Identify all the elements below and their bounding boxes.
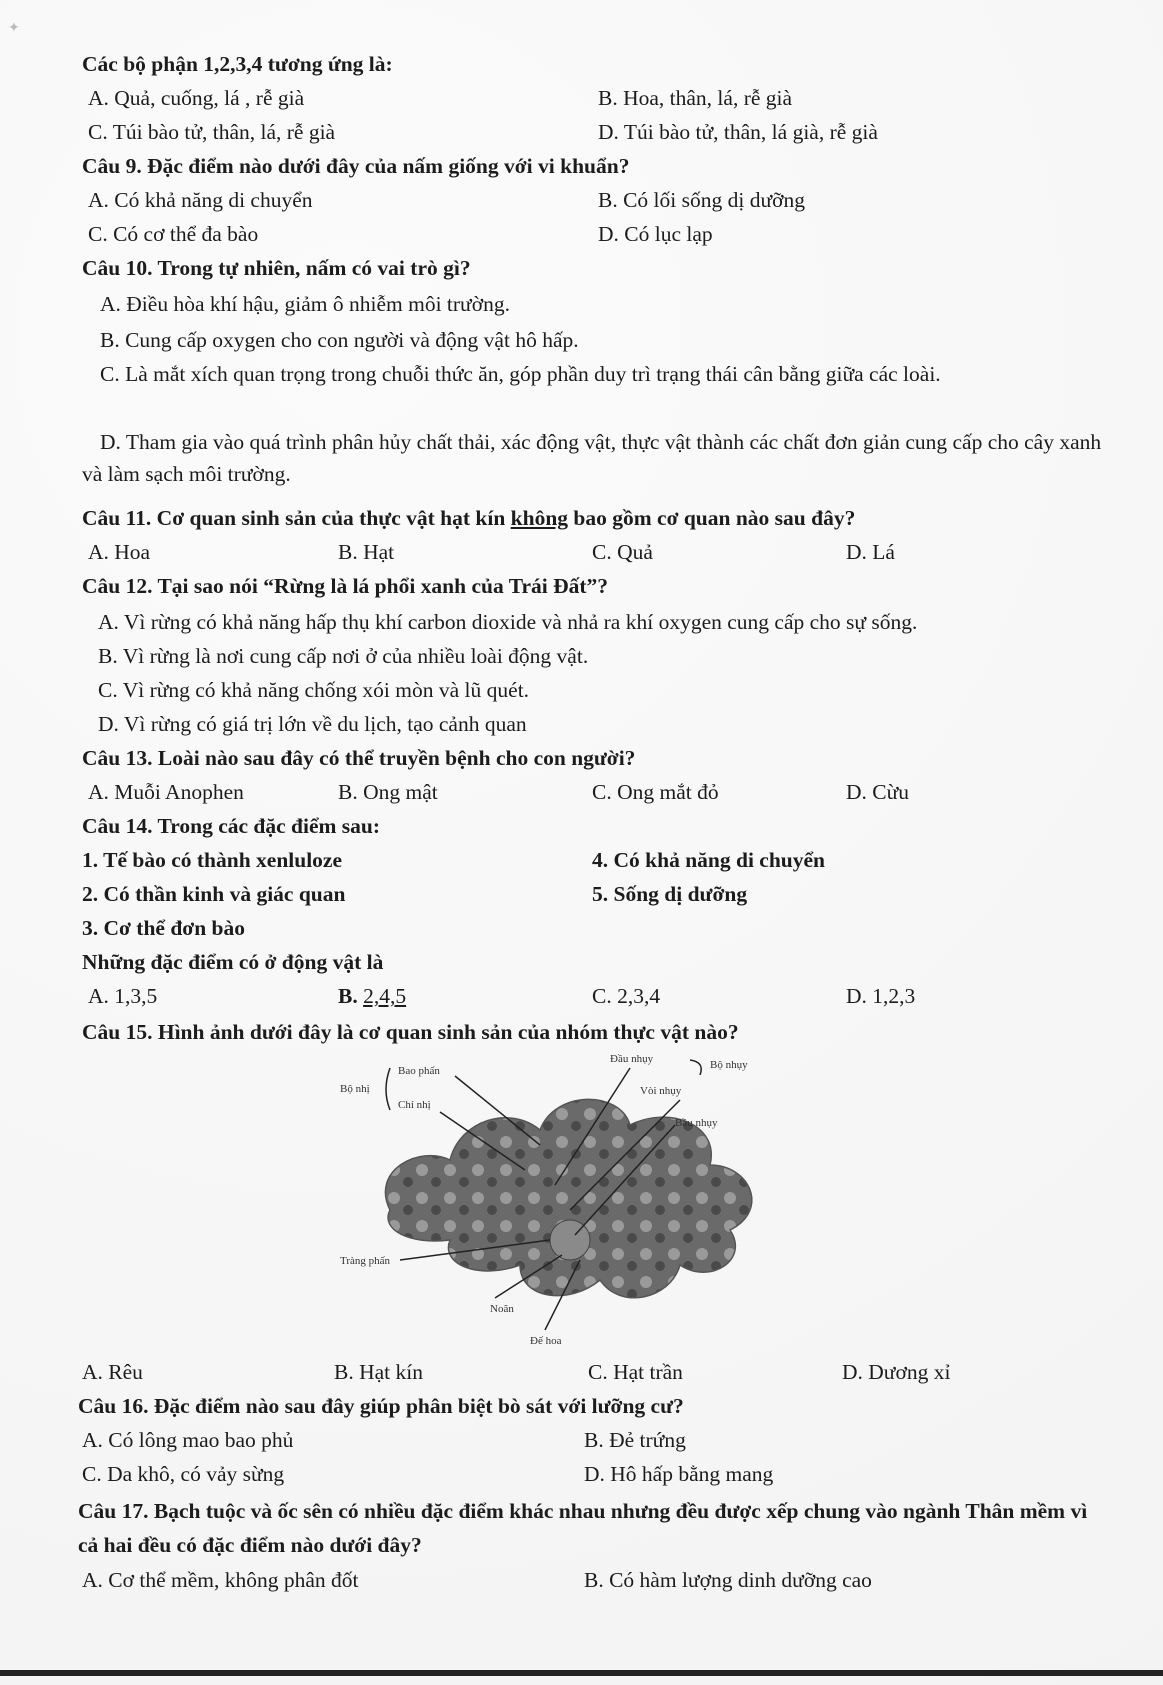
q11-stem-negation: không bbox=[510, 506, 569, 530]
q8-stem: Các bộ phận 1,2,3,4 tương ứng là: bbox=[82, 52, 393, 76]
q8-option-b[interactable]: B. Hoa, thân, lá, rễ già bbox=[598, 86, 793, 110]
q12-option-a[interactable]: A. Vì rừng có khả năng hấp thụ khí carbon dioxide và nhả ra khí oxygen cung cấp cho sự sống. bbox=[98, 610, 918, 634]
q10-option-d[interactable]: D. Tham gia vào quá trình phân hủy chất thải, xác động vật, thực vật thành các chất đơn giản cung cấp cho cây xanh và làm sạch môi trường. bbox=[82, 430, 1102, 486]
q15-option-a[interactable]: A. Rêu bbox=[82, 1360, 143, 1384]
q10-option-c[interactable]: C. Là mắt xích quan trọng trong chuỗi thức ăn, góp phần duy trì trạng thái cân bằng giữa các loài. bbox=[100, 362, 941, 386]
q11-option-a[interactable]: A. Hoa bbox=[88, 540, 151, 564]
q14-feature-3: 3. Cơ thể đơn bào bbox=[82, 916, 245, 940]
q16-option-c[interactable]: C. Da khô, có vảy sừng bbox=[82, 1462, 285, 1486]
q16-stem: Câu 16. Đặc điểm nào sau đây giúp phân biệt bò sát với lưỡng cư? bbox=[78, 1394, 684, 1418]
page-bottom-edge bbox=[0, 1670, 1163, 1676]
q9-stem: Câu 9. Đặc điểm nào dưới đây của nấm giống với vi khuẩn? bbox=[82, 154, 630, 178]
q14-option-b-letter: B. bbox=[338, 984, 364, 1008]
label-noan: Noãn bbox=[490, 1303, 514, 1315]
q16-option-b[interactable]: B. Đẻ trứng bbox=[584, 1428, 686, 1452]
label-trang-phan: Tràng phấn bbox=[340, 1255, 391, 1267]
q9-option-c[interactable]: C. Có cơ thể đa bào bbox=[88, 222, 259, 246]
q14-option-c[interactable]: C. 2,3,4 bbox=[592, 984, 661, 1008]
q12-stem: Câu 12. Tại sao nói “Rừng là lá phổi xanh của Trái Đất”? bbox=[82, 574, 609, 598]
q15-option-d[interactable]: D. Dương xỉ bbox=[842, 1360, 951, 1384]
q8-option-c[interactable]: C. Túi bào tử, thân, lá, rễ già bbox=[88, 120, 336, 144]
q9-option-b[interactable]: B. Có lối sống dị dưỡng bbox=[598, 188, 805, 212]
q8-option-d[interactable]: D. Túi bào tử, thân, lá già, rễ già bbox=[598, 120, 878, 144]
q8-option-a[interactable]: A. Quả, cuống, lá , rễ già bbox=[88, 86, 305, 110]
q17-option-a[interactable]: A. Cơ thể mềm, không phân đốt bbox=[82, 1568, 359, 1592]
q15-stem: Câu 15. Hình ảnh dưới đây là cơ quan sinh sản của nhóm thực vật nào? bbox=[82, 1020, 739, 1044]
q9-option-a[interactable]: A. Có khả năng di chuyển bbox=[88, 188, 313, 212]
q14-option-a[interactable]: A. 1,3,5 bbox=[88, 984, 158, 1008]
q14-substem: Những đặc điểm có ở động vật là bbox=[82, 950, 384, 974]
scan-mark: ✦ bbox=[8, 21, 20, 36]
label-chi-nhi: Chỉ nhị bbox=[398, 1099, 431, 1111]
q13-option-c[interactable]: C. Ong mắt đỏ bbox=[592, 780, 719, 804]
q14-option-b[interactable] bbox=[338, 982, 406, 1010]
q15-option-c[interactable]: C. Hạt trần bbox=[588, 1360, 683, 1384]
q11-option-d[interactable]: D. Lá bbox=[846, 540, 895, 564]
q11-option-b[interactable]: B. Hạt bbox=[338, 540, 395, 564]
q11-stem-pre: Câu 11. Cơ quan sinh sản của thực vật hạt kín bbox=[82, 506, 511, 530]
q12-option-d[interactable]: D. Vì rừng có giá trị lớn về du lịch, tạo cảnh quan bbox=[98, 712, 527, 736]
label-de-hoa: Đế hoa bbox=[530, 1335, 562, 1347]
q16-option-a[interactable]: A. Có lông mao bao phủ bbox=[82, 1428, 294, 1452]
label-bau-nhuy: Bầu nhụy bbox=[675, 1117, 718, 1129]
q14-option-d[interactable]: D. 1,2,3 bbox=[846, 984, 916, 1008]
label-bao-phan: Bao phấn bbox=[398, 1065, 440, 1077]
q15-option-b[interactable]: B. Hạt kín bbox=[334, 1360, 423, 1384]
q14-feature-2: 2. Có thần kinh và giác quan bbox=[82, 882, 346, 906]
label-voi-nhuy: Vòi nhụy bbox=[640, 1085, 682, 1097]
q13-option-a[interactable]: A. Muỗi Anophen bbox=[88, 780, 244, 804]
q10-stem: Câu 10. Trong tự nhiên, nấm có vai trò gì? bbox=[82, 256, 471, 280]
q12-option-b[interactable]: B. Vì rừng là nơi cung cấp nơi ở của nhiều loài động vật. bbox=[98, 644, 589, 668]
q14-option-b-value: 2,4,5 bbox=[363, 984, 407, 1008]
q14-feature-4: 4. Có khả năng di chuyển bbox=[592, 848, 825, 872]
q13-option-b[interactable]: B. Ong mật bbox=[338, 780, 438, 804]
label-dau-nhuy: Đầu nhụy bbox=[610, 1053, 654, 1065]
q9-option-d[interactable]: D. Có lục lạp bbox=[598, 222, 713, 246]
q10-option-a[interactable]: A. Điều hòa khí hậu, giảm ô nhiễm môi trường. bbox=[100, 292, 510, 316]
label-bo-nhuy: Bộ nhụy bbox=[710, 1059, 748, 1071]
q13-option-d[interactable]: D. Cừu bbox=[846, 780, 910, 804]
q17-option-b[interactable]: B. Có hàm lượng dinh dưỡng cao bbox=[584, 1568, 872, 1592]
q11-option-c[interactable]: C. Quả bbox=[592, 540, 653, 564]
q14-stem: Câu 14. Trong các đặc điểm sau: bbox=[82, 814, 381, 838]
flower-petals-shape bbox=[385, 1099, 751, 1297]
label-bo-nhi: Bộ nhị bbox=[340, 1083, 370, 1095]
q12-option-c[interactable]: C. Vì rừng có khả năng chống xói mòn và lũ quét. bbox=[98, 678, 530, 702]
q14-feature-5: 5. Sống dị dưỡng bbox=[592, 882, 748, 906]
q11-stem bbox=[82, 504, 855, 532]
q13-stem: Câu 13. Loài nào sau đây có thể truyền bệnh cho con người? bbox=[82, 746, 636, 770]
q14-feature-1: 1. Tế bào có thành xenluloze bbox=[82, 848, 343, 872]
q10-option-b[interactable]: B. Cung cấp oxygen cho con người và động vật hô hấp. bbox=[100, 328, 579, 352]
q11-stem-post: bao gồm cơ quan nào sau đây? bbox=[568, 506, 856, 530]
q17-stem: Câu 17. Bạch tuộc và ốc sên có nhiều đặc điểm khác nhau nhưng đều được xếp chung vào ngành Thân mềm vì cả hai đều có đặc điểm nào dưới đây? bbox=[78, 1499, 1088, 1557]
flower-diagram bbox=[330, 1050, 810, 1350]
q16-option-d[interactable]: D. Hô hấp bằng mang bbox=[584, 1462, 774, 1486]
